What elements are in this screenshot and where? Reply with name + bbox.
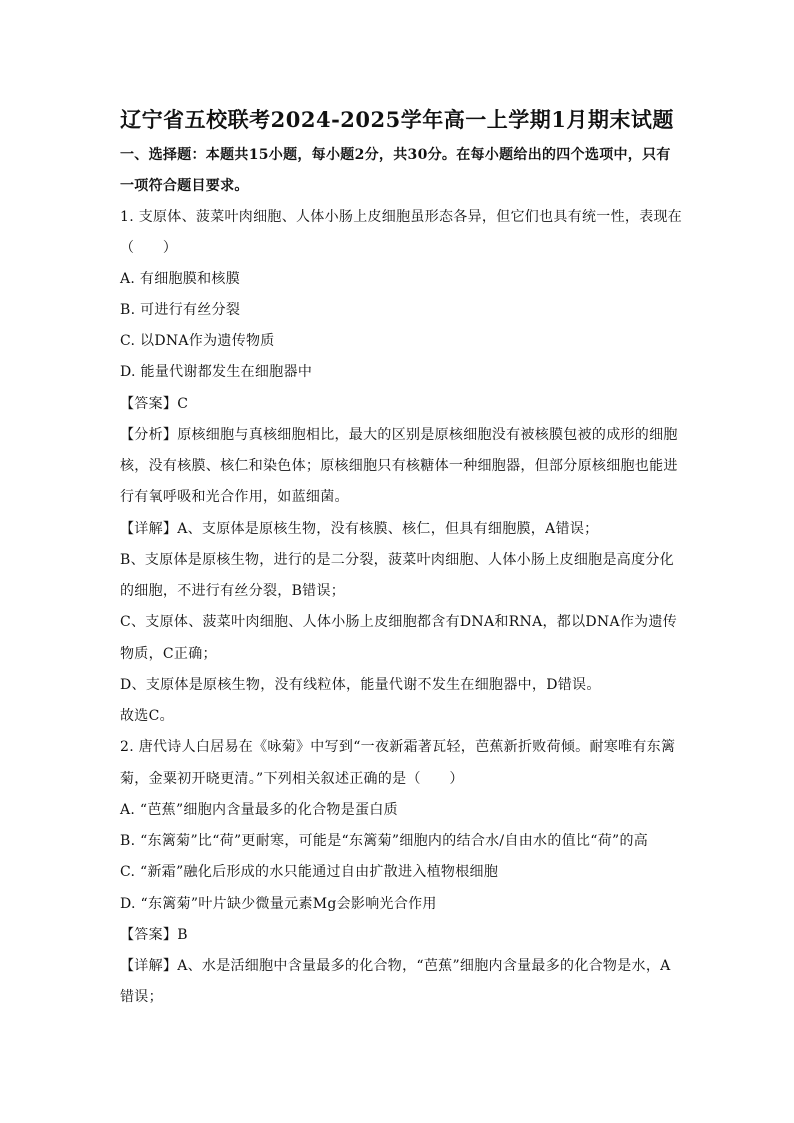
- q2-detail-line-2: 错误；: [120, 989, 163, 1005]
- q1-detail-line-1: 【详解】A、支原体是原核生物，没有核膜、核仁，但具有细胞膜，A错误；: [120, 521, 599, 537]
- page-title: 辽宁省五校联考2024-2025学年高一上学期1月期末试题: [120, 107, 674, 132]
- section-heading-line-1: 一、选择题：本题共15小题，每小题2分，共30分。在每小题给出的四个选项中，只有: [120, 147, 671, 163]
- q1-option-c: C. 以DNA作为遗传物质: [120, 333, 275, 349]
- section-heading-line-2: 一项符合题目要求。: [120, 178, 249, 194]
- q2-detail-line-1: 【详解】A、水是活细胞中含量最多的化合物，“芭蕉”细胞内含量最多的化合物是水，A: [120, 958, 671, 974]
- q1-detail-line-6: D、支原体是原核生物，没有线粒体，能量代谢不发生在细胞器中，D错误。: [120, 677, 601, 693]
- q1-conclusion: 故选C。: [120, 708, 174, 724]
- q1-detail-line-4: C、支原体、菠菜叶肉细胞、人体小肠上皮细胞都含有DNA和RNA，都以DNA作为遗传: [120, 614, 678, 630]
- q1-detail-line-2: B、支原体是原核生物，进行的是二分裂，菠菜叶肉细胞、人体小肠上皮细胞是高度分化: [120, 552, 674, 568]
- q2-stem-line-2: 菊，金粟初开晓更清。”下列相关叙述正确的是（ ）: [120, 771, 464, 787]
- q1-option-d: D. 能量代谢都发生在细胞器中: [120, 364, 313, 380]
- q1-analysis-line-3: 行有氧呼吸和光合作用，如蓝细菌。: [120, 489, 349, 505]
- q1-answer: 【答案】C: [120, 396, 189, 412]
- q1-detail-line-3: 的细胞，不进行有丝分裂，B错误；: [120, 583, 346, 599]
- q1-stem-line-2: （ ）: [120, 240, 178, 256]
- q1-option-b: B. 可进行有丝分裂: [120, 302, 241, 318]
- q2-stem-line-1: 2. 唐代诗人白居易在《咏菊》中写到“一夜新霜著瓦轻，芭蕉新折败荷倾。耐寒唯有东篱: [120, 739, 676, 755]
- q1-analysis-line-1: 【分析】原核细胞与真核细胞相比，最大的区别是原核细胞没有被核膜包被的成形的细胞: [120, 427, 678, 443]
- q2-answer: 【答案】B: [120, 927, 188, 943]
- q1-analysis-line-2: 核，没有核膜、核仁和染色体；原核细胞只有核糖体一种细胞器，但部分原核细胞也能进: [120, 458, 678, 474]
- q2-option-b: B. “东篱菊”比“荷”更耐寒，可能是“东篱菊”细胞内的结合水/自由水的值比“荷”的高: [120, 833, 649, 849]
- q2-option-d: D. “东篱菊”叶片缺少微量元素Mg会影响光合作用: [120, 896, 437, 912]
- q2-option-c: C. “新霜”融化后形成的水只能通过自由扩散进入植物根细胞: [120, 864, 499, 880]
- q1-stem-line-1: 1. 支原体、菠菜叶肉细胞、人体小肠上皮细胞虽形态各异，但它们也具有统一性，表现在: [120, 209, 683, 225]
- q1-option-a: A. 有细胞膜和核膜: [120, 271, 241, 287]
- q2-option-a: A. “芭蕉”细胞内含量最多的化合物是蛋白质: [120, 802, 398, 818]
- q1-detail-line-5: 物质，C正确；: [120, 646, 217, 662]
